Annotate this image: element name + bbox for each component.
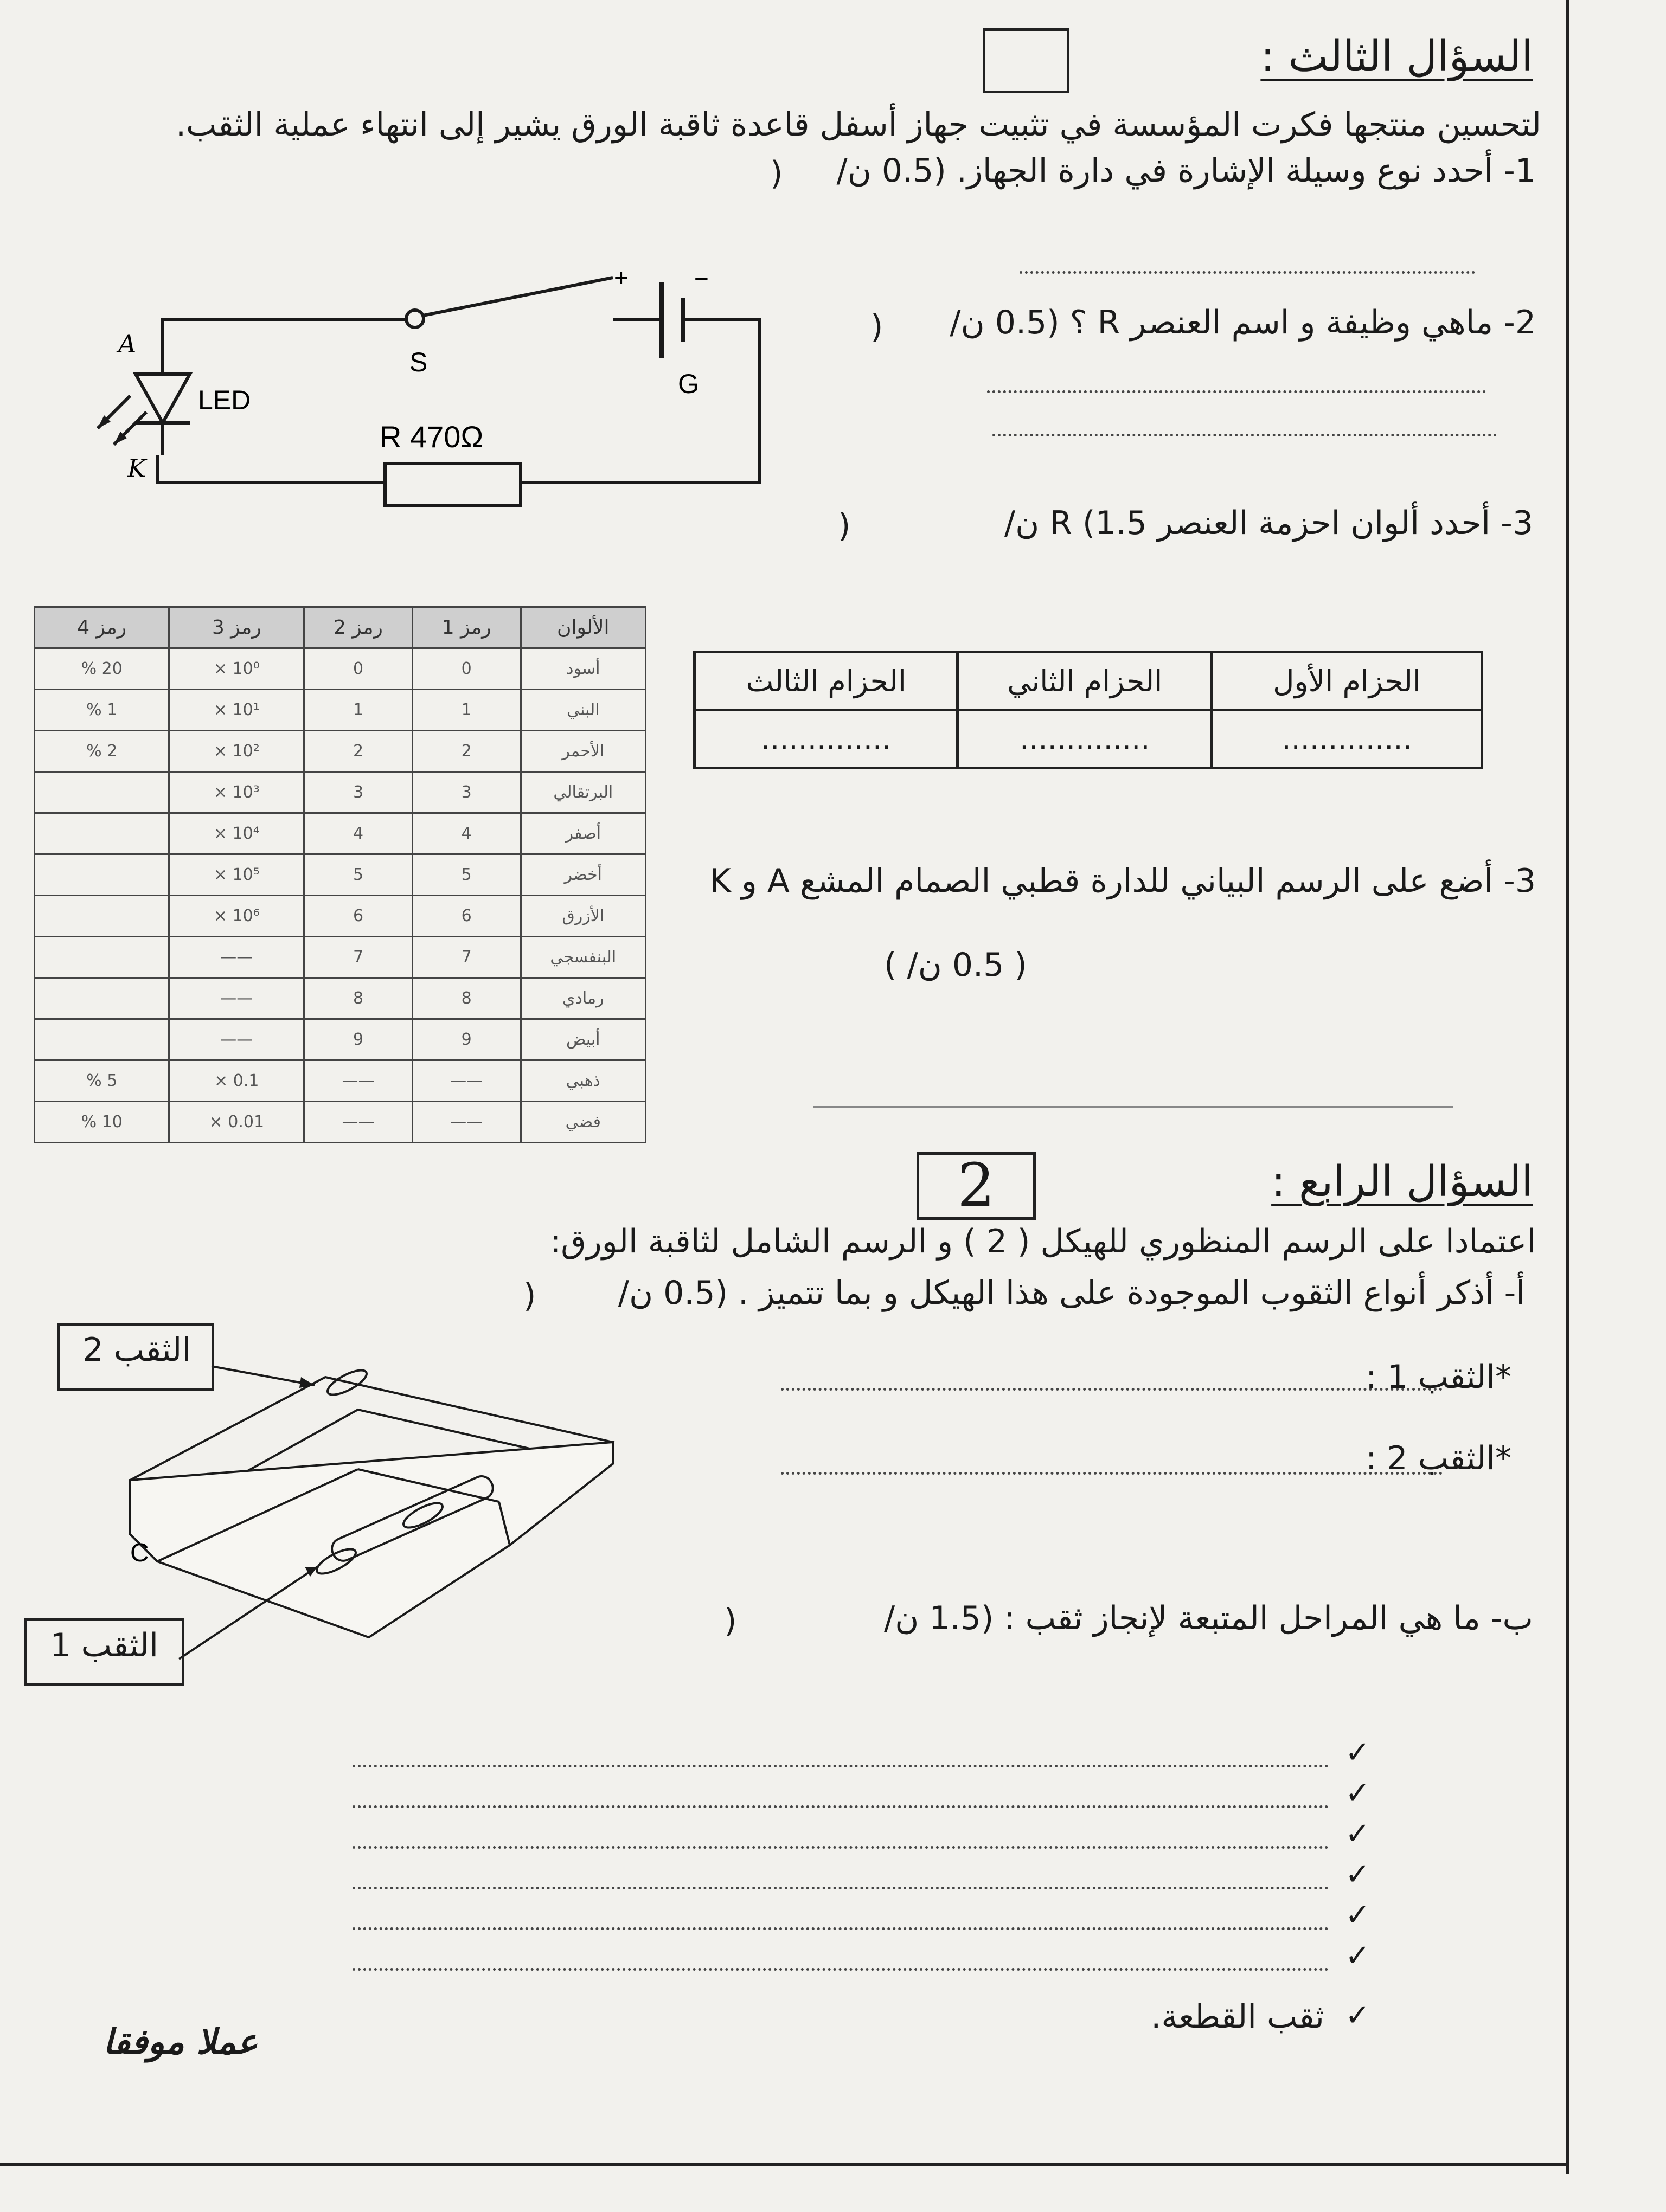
- q4-hole-2: *الثقب 2 :: [1366, 1439, 1511, 1477]
- q4-item-a: أ- أذكر أنواع الثقوب الموجودة على هذا الهيكل و بما تتميز . (0.5 ن/: [618, 1274, 1525, 1312]
- switch-arm: [423, 278, 613, 316]
- bands-header-row: [695, 652, 1482, 710]
- band-1-header: الحزام الأول: [1212, 652, 1482, 710]
- cc-cell: [35, 772, 169, 813]
- check-icon: ✓: [1345, 1735, 1370, 1770]
- cc-cell: 5: [412, 854, 521, 896]
- cc-cell: 3: [412, 772, 521, 813]
- cc-cell: البنفسجي: [521, 937, 645, 978]
- switch-label: S: [409, 347, 428, 377]
- cc-cell: 0: [412, 648, 521, 690]
- cc-cell: ——: [412, 1102, 521, 1143]
- cc-cell: 2 %: [35, 731, 169, 772]
- cc-cell: [35, 937, 169, 978]
- table-row: [35, 896, 646, 937]
- q4-intro: اعتمادا على الرسم المنظوري للهيكل ( 2 ) و الرسم الشامل لثاقبة الورق:: [549, 1223, 1536, 1261]
- cc-cell: 9: [304, 1019, 413, 1060]
- check-icon: ✓: [1345, 1998, 1370, 2033]
- footer-wish: عملا موفقا: [103, 2022, 258, 2062]
- q3-item-1: 1- أحدد نوع وسيلة الإشارة في دارة الجهاز. (0.5 ن/: [836, 152, 1536, 190]
- answer-line[interactable]: [353, 1887, 1329, 1889]
- band-1-answer[interactable]: ..............: [1212, 710, 1482, 768]
- answer-line: [987, 390, 1486, 393]
- table-row: [35, 854, 646, 896]
- table-row: [35, 1102, 646, 1143]
- q3-item-4-score: ( 0.5 ن/ ): [884, 946, 1027, 984]
- cc-cell: 5 %: [35, 1060, 169, 1102]
- table-row: [35, 813, 646, 854]
- cc-cell: الأحمر: [521, 731, 645, 772]
- page-border-bottom: [0, 2163, 1569, 2166]
- q4-grade-mark: 2: [957, 1150, 995, 1220]
- table-row: [35, 937, 646, 978]
- page-border-right: [1566, 0, 1569, 2174]
- q4-item-b: ب- ما هي المراحل المتبعة لإنجاز ثقب : (1.5 ن/: [884, 1599, 1533, 1637]
- cc-cell: ——: [169, 1019, 304, 1060]
- cc-cell: 0.1 ×: [169, 1060, 304, 1102]
- cc-cell: 10⁶ ×: [169, 896, 304, 937]
- cc-cell: 2: [412, 731, 521, 772]
- check-icon: ✓: [1345, 1938, 1370, 1973]
- table-row: [35, 731, 646, 772]
- cc-cell: 8: [412, 978, 521, 1019]
- cc-cell: ذهبي: [521, 1060, 645, 1102]
- leader-hole-2: [212, 1366, 315, 1385]
- resistor-bands-table: [693, 651, 1483, 769]
- cc-cell: 8: [304, 978, 413, 1019]
- cc-cell: فضي: [521, 1102, 645, 1143]
- color-code-header: رمز 4: [35, 607, 169, 648]
- q3-item-2: 2- ماهي وظيفة و اسم العنصر R ؟ (0.5 ن/: [950, 304, 1536, 342]
- cc-cell: رمادي: [521, 978, 645, 1019]
- answer-line: [781, 1388, 1443, 1391]
- cathode-mark: K: [127, 454, 146, 483]
- answer-line[interactable]: [353, 1765, 1329, 1767]
- q4-item-b-paren: (: [724, 1602, 737, 1640]
- color-code-header: رمز 3: [169, 607, 304, 648]
- cc-cell: 5: [304, 854, 413, 896]
- q3-item-2-paren: (: [870, 308, 883, 346]
- answer-line: [992, 434, 1497, 436]
- cc-cell: ——: [304, 1060, 413, 1102]
- cc-cell: البرتقالي: [521, 772, 645, 813]
- cc-cell: ——: [169, 978, 304, 1019]
- cc-cell: 1: [412, 690, 521, 731]
- cc-cell: 6: [304, 896, 413, 937]
- q4-hole-1: *الثقب 1 :: [1366, 1358, 1511, 1396]
- table-row: [35, 978, 646, 1019]
- wire-bottom-left: [157, 455, 385, 483]
- answer-line: [1020, 271, 1475, 274]
- cc-cell: 1: [304, 690, 413, 731]
- color-code-header-row: [35, 607, 646, 648]
- label-hole-1: الثقب 1: [50, 1626, 158, 1664]
- cc-cell: 4: [304, 813, 413, 854]
- color-code-header: الألوان: [521, 607, 645, 648]
- cc-cell: أصفر: [521, 813, 645, 854]
- plus-sign: +: [614, 263, 629, 292]
- q4-last-step: ثقب القطعة.: [1151, 1998, 1324, 2036]
- cc-cell: أخضر: [521, 854, 645, 896]
- table-row: [35, 1019, 646, 1060]
- corner-mark: C: [130, 1539, 149, 1567]
- wire-top-left: [163, 320, 407, 331]
- cc-cell: 1 %: [35, 690, 169, 731]
- q3-item-4: 3- أضع على الرسم البياني للدارة قطبي الصمام المشع A و K: [709, 862, 1536, 900]
- cc-cell: 7: [304, 937, 413, 978]
- check-icon: ✓: [1345, 1776, 1370, 1811]
- cc-cell: 0.01 ×: [169, 1102, 304, 1143]
- answer-line[interactable]: [353, 1805, 1329, 1808]
- cc-cell: 10³ ×: [169, 772, 304, 813]
- q3-intro: لتحسين منتجها فكرت المؤسسة في تثبيت جهاز أسفل قاعدة ثاقبة الورق يشير إلى انتهاء عملية الثقب.: [175, 106, 1541, 144]
- answer-line: [781, 1472, 1443, 1475]
- check-icon: ✓: [1345, 1857, 1370, 1892]
- minus-sign: −: [694, 265, 709, 293]
- label-hole-2: الثقب 2: [82, 1331, 191, 1369]
- table-row: [35, 1060, 646, 1102]
- q3-grade-box: [983, 28, 1069, 93]
- cc-cell: 10⁴ ×: [169, 813, 304, 854]
- cc-cell: أبيض: [521, 1019, 645, 1060]
- anode-mark: A: [118, 329, 137, 358]
- cc-cell: 9: [412, 1019, 521, 1060]
- band-3-answer[interactable]: ..............: [695, 710, 958, 768]
- source-label: G: [678, 369, 699, 399]
- q3-item-3-paren: (: [838, 507, 851, 545]
- led-label: LED: [198, 385, 251, 415]
- cc-cell: 7: [412, 937, 521, 978]
- color-code-header: رمز 1: [412, 607, 521, 648]
- led-circuit-diagram: [54, 255, 824, 558]
- wire-right: [521, 320, 759, 483]
- cc-cell: 6: [412, 896, 521, 937]
- cc-cell: [35, 978, 169, 1019]
- cc-cell: البني: [521, 690, 645, 731]
- q3-title: السؤال الثالث :: [1260, 33, 1533, 81]
- cc-cell: [35, 896, 169, 937]
- band-2-answer[interactable]: ..............: [958, 710, 1212, 768]
- check-icon: ✓: [1345, 1898, 1370, 1933]
- switch-terminal: [406, 310, 424, 327]
- cc-cell: 10¹ ×: [169, 690, 304, 731]
- cc-cell: الأزرق: [521, 896, 645, 937]
- cc-cell: 3: [304, 772, 413, 813]
- cc-cell: ——: [169, 937, 304, 978]
- cc-cell: 10⁰ ×: [169, 648, 304, 690]
- cc-cell: 10⁵ ×: [169, 854, 304, 896]
- answer-line[interactable]: [353, 1846, 1329, 1849]
- q4-item-a-paren: (: [523, 1277, 536, 1315]
- color-code-table: [34, 606, 646, 1143]
- cc-cell: 10 %: [35, 1102, 169, 1143]
- color-code-header: رمز 2: [304, 607, 413, 648]
- cc-cell: [35, 1019, 169, 1060]
- answer-line[interactable]: [353, 1968, 1329, 1971]
- check-icon: ✓: [1345, 1816, 1370, 1851]
- cc-cell: 0: [304, 648, 413, 690]
- cc-cell: أسود: [521, 648, 645, 690]
- band-3-header: الحزام الثالث: [695, 652, 958, 710]
- q4-title: السؤال الرابع :: [1271, 1158, 1533, 1206]
- cc-cell: 20 %: [35, 648, 169, 690]
- q3-item-3: 3- أحدد ألوان احزمة العنصر R (1.5 ن/: [1004, 504, 1533, 542]
- band-2-header: الحزام الثاني: [958, 652, 1212, 710]
- answer-line[interactable]: [353, 1927, 1329, 1930]
- cc-cell: ——: [304, 1102, 413, 1143]
- table-row: [35, 690, 646, 731]
- cc-cell: [35, 813, 169, 854]
- table-row: [35, 772, 646, 813]
- cc-cell: 4: [412, 813, 521, 854]
- cc-cell: 2: [304, 731, 413, 772]
- q3-item-1-paren: (: [770, 155, 783, 192]
- cc-cell: ——: [412, 1060, 521, 1102]
- table-row: [35, 648, 646, 690]
- cc-cell: 10² ×: [169, 731, 304, 772]
- answer-line: [813, 1106, 1453, 1108]
- resistor-body: [385, 464, 521, 506]
- resistor-label: R 470Ω: [380, 420, 484, 454]
- cc-cell: [35, 854, 169, 896]
- bands-answer-row: [695, 710, 1482, 768]
